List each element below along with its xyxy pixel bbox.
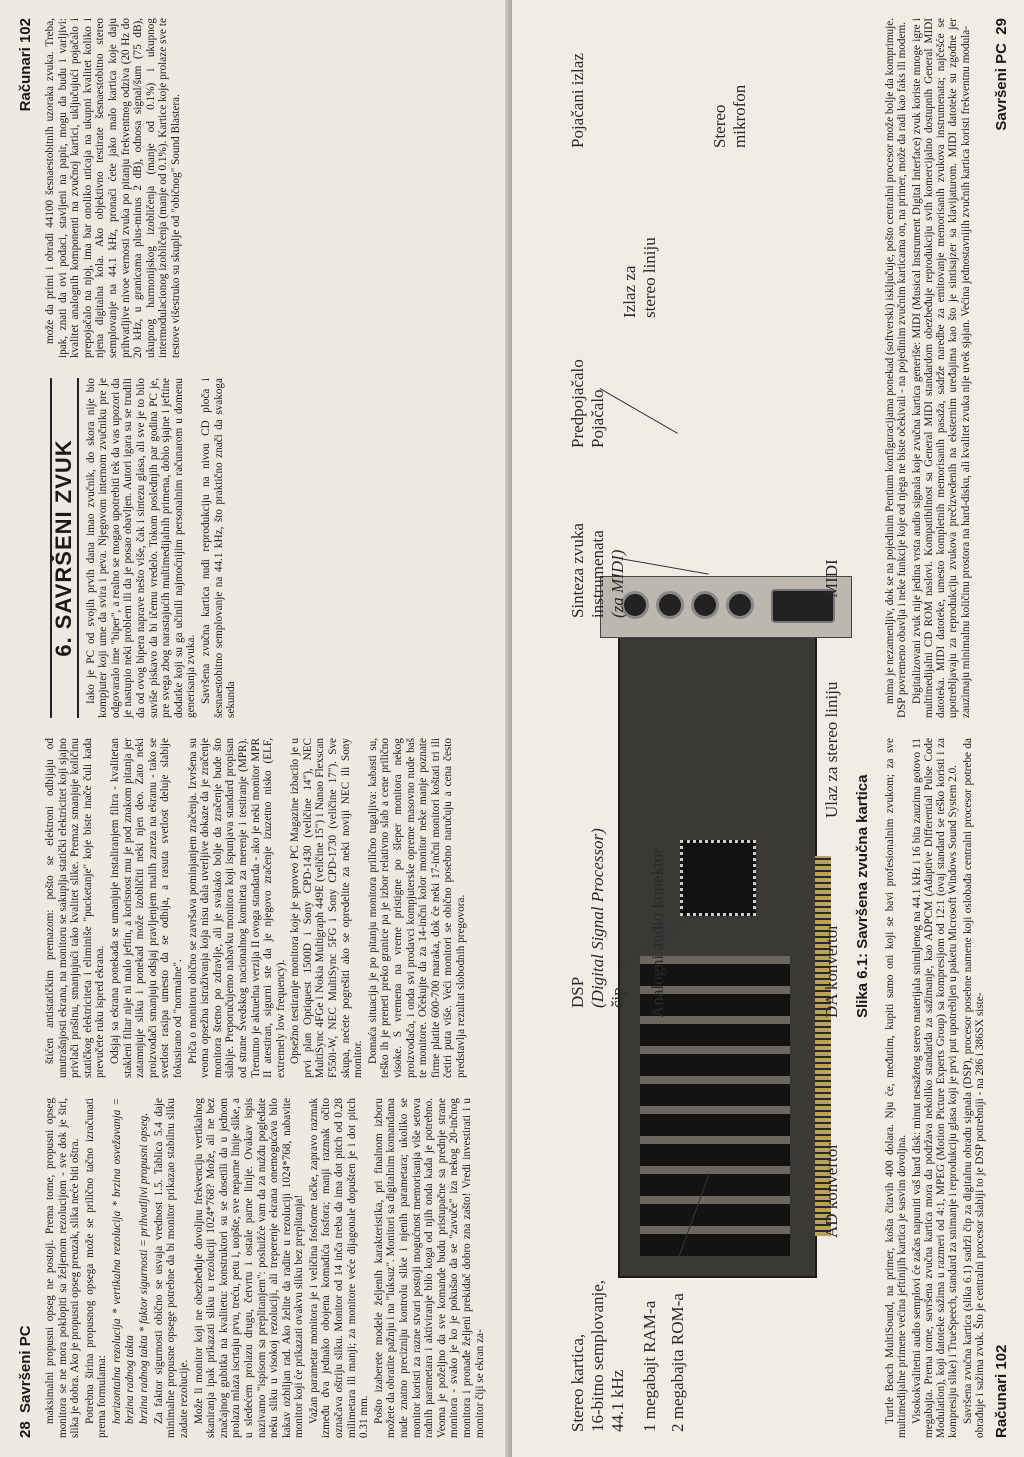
paragraph: Potrebna širina propusnog opsega može se prilično tačno izračunati prema formulama: [83,1098,109,1438]
figure-label: DSP [568,976,587,1008]
figure-label: 2 megabajta ROM-a [668,1293,687,1432]
audio-jack [691,591,719,619]
page-number: 28 [16,1421,34,1438]
audio-jack [726,591,754,619]
figure-label: čip [608,987,627,1008]
left-page-columns [44,18,492,1438]
section-title: 6. SAVRŠENI ZVUK [50,378,79,718]
paragraph: Opsežno testiranje monitora koje je sproveo PC Magazine izbacilo je u prvi plan Optiquest 1500D i Sony CPD-1430 (veličine 14"), NEC MultiSync 4FGe i Nokia Multigraph 449E (veličine 15") i Nanao Flexscan F550i-W, NEC MultiSync 5FG i Sony CPD-1730 (veličine 17"). Sve skupa, nećete pogrešiti ako se opredelite za neki noviji NEC ili Sony monitor. [289,738,365,1078]
paragraph: Priča o monitoru obično se završava pominjanjem zračenja. Izvršena su veoma opsežna istraživanja koja nisu dala uverljive dokaze da je zračenje monitora štetno po zdravlje, ali je svakako bolje da zračenje bude što slabije. Preporučujemo nabavku monitora koji ispunjava standard propisan od strane Švedskog nacionalnog komiteta za merenje i testiranje (MPR). Trenutno je aktuelna verzija II ovoga standarda - ako je neki monitor MPR II atestiran, sigurni ste da je njegovo zračenje izuzetno nisko (ELF, extremely low frequency). [186,738,287,1078]
paragraph: Savršena zvučna kartica nudi reprodukciju na nivou CD ploča i šesnaestobitno semplovanje na 44.1 kHz, što praktično znači da svakoga sekunda [199,378,238,718]
left-page-content [14,18,498,1438]
paragraph: mima je nezamenljiv, dok se na pojedinim Pentium konfiguracijama ponekad (softverski) isključuje, pošto centralni procesor može bolje da komprimuje. DSP povremeno obavlja i neke funkcije koje od njega ne biste očekivali - na pojedinim zvučnim karticama on, na primer, može da radi kao faks ili modem. [884,18,909,718]
audio-jack [656,591,684,619]
text-column-1 [884,738,987,1438]
footer-title: Savršeni PC [992,43,1010,131]
page-number: 29 [992,18,1010,35]
text-column-1 [44,1098,492,1438]
card-bracket [600,576,852,638]
paragraph: Odsjaj sa ekrana ponekada se umanjuje instaliranjem filtra - kvalitetan stakleni filtar nije ni malo jeftin, a korisnost mu je pod znakom pitanja jer zatamnjuje sliku i ponekad može izobličiti neki njen deo. Zato neki proizvođači smanjuju odsjaj pravljenjem malih zareza na ekranu - tako se svetlost rasipa umesto da se odbija, a rasuta svetlost deluje slabije fokusirano od "normalne". [108,738,184,1078]
paragraph: može da primi i obradi 44100 šesnaestobitnih uzoraka zvuka. Treba, ipak, znati da ovi podaci, stavljeni na papir, mogu da budu i varljivi: kvalitet analognih komponenti na zvučnoj kartici, uključujući pojačalo i prepojačalo na njoj, ima bar onoliko uticaja na ukupni kvalitet koliko i njena digitalna kola. Ako objektivno testirate šesnaestobitno stereo semplovanje na 44.1 kHz, pronaći ćete jako malo kartica koje daju prihvatljive nivoe vernosti zvuka po pitanju frekventnog odziva (20 Hz do 20 kHz, u granicama plus-minus 2 dB), odnosa signal/šum (75 dB), ukupnog harmonijskog izobličenja (manje od 0.1%) i ukupnog intermodulacionog izobličenja (manje od 0.1%). Kartice koje prolaze sve te testove višestruko su skuplje od "običnog" Sound Blastera. [44,18,182,358]
figure-label: DA konvertor [822,924,841,1018]
text-column-4 [44,18,492,358]
figure-label: Analogni audio konektor [648,848,667,1018]
paragraph: maksimalni propusni opseg ne postoji. Prema tome, propusni opseg monitora se ne mora poklopiti sa željenom rezolucijom - sve dok je širi, slika je dobra. Ako je propusni opseg preuzak, slika neće biti oštra. [44,1098,82,1438]
figure-label: 1 megabajt RAM-a [640,1300,659,1432]
paragraph: Može li monitor koji ne obezbeđuje dovoljnu frekvenciju vertikalnog skaniranja ipak prikazati sliku u rezoluciji 1024*768? Može, ali ne bez značajnog gubitka na kvalitetu: konstruktori su se dosetili da u jednom prolazu mlaza iscrtaju prvu, treću, petu i, uopšte, sve neparne linije slike, a u sledećem prolazu drugu, četvrtu i ostale parne linije. Ovakav ispis nazivamo "ispisom sa preplitanjem": posluižće vam da za nuždu pogledate neku sliku u visokoj rezoluciji, ali treperenje ekrana onemogućava bilo kakav ozbiljan rad. Ako želite da radite u rezoluciji 1024*768, nabavite monitor koji će prikazati ovakvu sliku bez preplitanja! [192,1098,306,1438]
right-footer-folio [993,18,1010,131]
paragraph: Iako je PC od svojih prvih dana imao zvučnik, do skora nije bio kompjuter koji ume da svira i peva. Njegovom internom zvučniku pre je odgovaralo ime "biper", a realno se mogao upotrebiti tek da vas upozori da je nastupio neki problem ili da je posao obavljen. Autori igara su se trudili da od ovog bipera naprave nešto više, čak i sintezu glasa, ali sve je to bilo suviše piskavo da bi ičemu vredelo. Tokom poslednjih par godina PC je, pre svega zbog narastajućih multimedijalnih primena, dobio sjajne i jeftine dodatke koji su ga učinili najmoćnijim personalnim računarom u domenu generisanja zvuka. [84,378,198,718]
paragraph: Domaća situacija je po pitanju monitora prilično tugaljiva: kabasti su, teško ih je preneti preko granice pa je izbor relativno slab a cene prilično visoke. S vremena na vreme pristigne po šleper monitora nekog proizvođača, i onda svi prodavci kompjuterske opreme masovno nude baš te monitore. Očekujte da za 14-inčni kolor monitor neke manje poznate firme platite 600-700 maraka, dok će neki 17-inčni monitori koštati tri ili četiri puta više. Veći monitori se obično posebno naručuju a cena često predstavlja rezultat slobodnih pregovora. [366,738,467,1078]
figure-label: Stereo kartica, [568,1333,587,1432]
sound-card-figure [560,18,845,1438]
paragraph: Visokokvalitetni audio semplovi će začas napuniti vaš hard disk: minut nesažetog stereo materijala snimljenog na 44.1 kHz i 16 bita zauzima gotovo 11 megabajta. Prema tome, savršena zvučna kartica mora da podržava nekoliko standarda za sažimanje, kao ADPCM (Adaptive Differential Pulse Code Modulation), koji datoteke sažima u razmeri od 4:1, MPEG (Motion Picture Experts Group) sa kompresijom od 12:1 (ovaj standard se teško koristi i za kompresiju slike) i TrueSpeech, standard za snimanje i reprodukciju glasa koji je prvi put upotrebljen u paketu Microsoft Windows Sound System 2.0. [910,738,960,1438]
paragraph: Savršena zvučna kartica (slika 6.1) sadrži čip za digitalnu obradu signala (DSP), procesor posebne namene koji oslobađa centralni procesor potrebe da obrađuje i sažima zvuk. Što je centralni procesor slabiji to je DSP potrebniji - na 286 i 386SX siste- [961,738,987,1438]
footer-magazine: Računari 102 [992,1344,1010,1438]
paragraph: Pošto izaberete modele željenih karakteristika, pri finalnom izboru možete da obratite pažnju i na "luksuz". Monitori sa digitalnim komandama nude znatno precizniju kontrolu slike i njenih parametara; ukoliko se monitor koristi za razne stvari postoji mogućnost memorisanja više setova radnih parametara i aktiviranje bilo koga od njih onda kada je potrebno. Veoma je poželjno da sve komande budu pristupačne sa prednje strane monitora - svako je ko je pokušao da se "zavuče" iza nekog 20-inčnog monitora i pronađe željeni prekidač dobro zna zašto! Vredi investirati i u monitor čiji se ekran za- [372,1098,486,1438]
paragraph: Digitalizovani zvuk nije jedina vrsta audio signala koje zvučna kartica generiše: MIDI (Musical Instrument Digital Interface) zvuk koriste mnoge igre i multimedijalni CD ROM naslovi. Kompatibilnost sa General MIDI standardom obezbeđuje reprodukciju svih komercijalno dostupnih General MIDI datoteka. MIDI datoteke, umesto kompletnih memorisanih pasaža, sadrže naredbe za emitovanje memorisanih zvukova instrumenata; najčešće se upotrebljavaju za reprodukciju zvukova prečizvedenih na eksternim uređajima kao što je sintisajzer sa klavijaturom. MIDI datoteke su zgodne jer zauzimaju minimalnu količinu prostora na hard-disku, ali kvalitet zvuka nije uvek sjajan. Većina jednostavnijih zvučnih kartica koristi frekventnu modula- [910,18,972,718]
footer-magazine: Računari 102 [16,18,34,112]
figure-label: MIDI [822,559,841,598]
figure-label: 44.1 kHz [608,1369,627,1432]
right-page-footer [990,18,1012,1438]
paragraph: Turtle Beach MultiSound, na primer, košta čitavih 400 dolara. Nju će, međutim, kupiti samo oni koji se bavi profesionalnim zvukom; za sve multimedijalne primene većina jeftinijih kartica je sasvim dovoljna. [884,738,909,1438]
formula-line: brzina radnog takta * faktor sigurnosti = prihvatljivi propusni opseg. [138,1112,151,1424]
figure-label: Pojačani izlaz [568,53,587,148]
paragraph: Važan parametar monitora je i veličina fosforne tačke, zapravo razmak između dva jednako obojena komadića fosfora; manji razmak očito označava oštriju sliku. Monitor od 14 inča treba da ima dot pitch od 0.28 milimetara ili manji; za monitore veće dijagonale dopušten je i dot pitch 0.31 mm. [307,1098,371,1438]
leader-line [600,388,678,434]
figure-label: (za MIDI) [608,549,627,618]
figure-label: Pojačalo [588,389,607,448]
figure-label: (Digital Signal Processor) [588,828,607,1008]
figure-label: Izlaz za [620,265,639,318]
figure-label: instrumenata [588,530,607,618]
figure-label: stereo liniju [640,237,659,318]
figure-caption: Slika 6.1: Savršena zvučna kartica [854,774,871,1018]
right-page-content [534,18,1012,1438]
text-column-2 [44,738,492,1078]
right-page [512,0,1024,1457]
figure-label: mikrofon [730,84,749,148]
figure-label: 16-bitno semplovanje, [588,1279,607,1432]
figure-label: Stereo [710,104,729,148]
paragraph: Za faktor sigurnosti obično se usvaja vrednost 1.5. Tablica 5.4 daje minimalne propusne opsege potrebne da bi monitor prikazao stabilnu sliku zadate rezolucije. [152,1098,190,1438]
right-page-columns [884,18,987,1438]
figure-label: Ulaz za stereo liniju [822,681,841,818]
paragraph: štićen antistatičkim premazom: pošto se elektroni odbijaju od unutrašnjosti ekrana, na monitoru se sakuplja statički elektricitet koji sjajno privlači prašinu, smanjujući tako kvalitet slike. Premaz smanjuje količinu statičkog elektriciteta i eliminiše "pucketanje" koje biste inače čuli kada prevučete ruku ispred ekrana. [44,738,107,1078]
figure-label: Predpojačalo [568,359,587,448]
text-column-3 [44,378,492,718]
leader-line [620,558,709,575]
left-page-footer [14,18,36,1438]
figure-label: AD konvertor [822,1143,841,1238]
footer-title: Savršeni PC [16,1325,34,1413]
figure-label: Sinteza zvuka [568,523,587,618]
dsp-chip [680,840,756,916]
left-footer-folio [17,1325,34,1438]
text-column-2 [884,18,984,718]
formula-line: horizontalna rezolucija * vertikalna rezolucija * brzina osvežavanja = brzina radnog takta [110,1098,136,1424]
